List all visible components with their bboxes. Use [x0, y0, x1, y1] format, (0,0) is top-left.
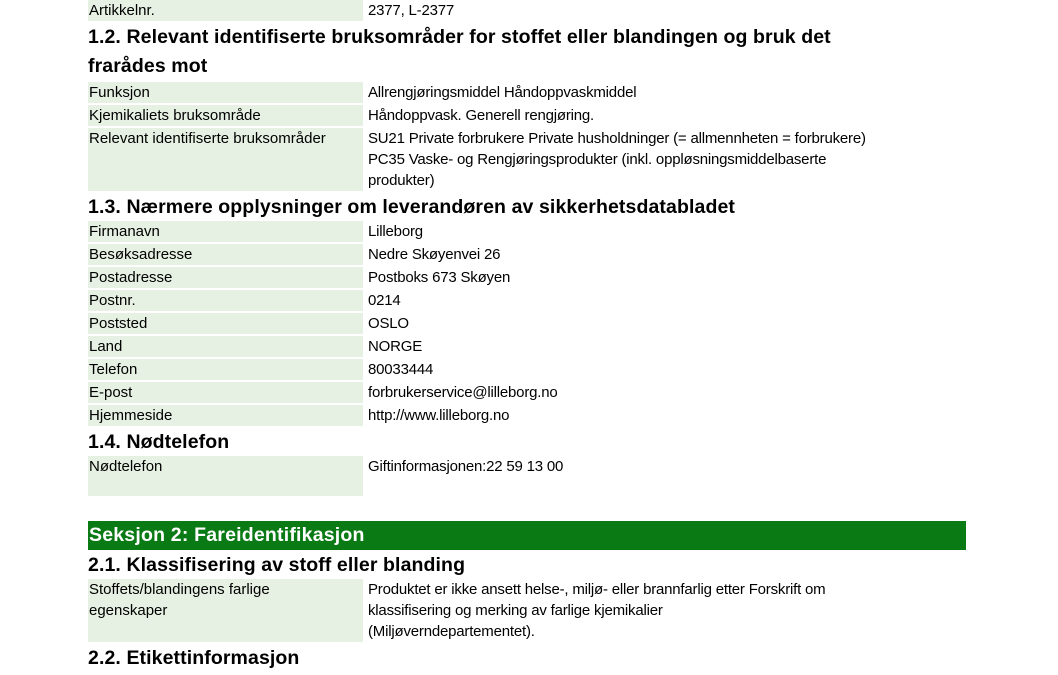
postal-code-label: Postnr.	[88, 290, 363, 311]
section-2-title-bar: Seksjon 2: Fareidentifikasjon	[88, 521, 966, 550]
function-row	[88, 82, 966, 103]
article-number-value: 2377, L-2377	[368, 2, 455, 19]
website-row	[88, 405, 966, 426]
website-label: Hjemmeside	[88, 405, 363, 426]
section-1-2-heading-line2: frarådes mot	[88, 55, 208, 77]
function-label: Funksjon	[88, 82, 363, 103]
country-value: NORGE	[368, 338, 423, 355]
city-label: Poststed	[88, 313, 363, 334]
section-1-2-heading-line1: 1.2. Relevant identifiserte bruksområder for stoffet eller blandingen og bruk det	[88, 26, 831, 48]
company-name-label: Firmanavn	[88, 221, 363, 242]
function-value-line: Allrengjøringsmiddel Håndoppvaskmiddel	[368, 84, 637, 101]
company-name-value: Lilleborg	[368, 223, 423, 240]
emergency-phone-value: Giftinformasjonen:22 59 13 00	[368, 458, 564, 475]
hazard-properties-line-2: klassifisering og merking av farlige kjemikalier	[368, 602, 663, 619]
hazard-properties-row	[88, 579, 966, 642]
chemical-use-value	[363, 105, 966, 126]
phone-row	[88, 359, 966, 380]
emergency-phone-label: Nødtelefon	[88, 456, 363, 496]
website-value[interactable]: http://www.lilleborg.no	[368, 407, 510, 424]
article-number-row	[88, 0, 966, 21]
emergency-phone-row	[88, 456, 966, 496]
chemical-use-value-line: Håndoppvask. Generell rengjøring.	[368, 107, 595, 124]
hazard-properties-label	[88, 579, 363, 642]
chemical-use-row	[88, 105, 966, 126]
country-label: Land	[88, 336, 363, 357]
function-value	[363, 82, 966, 103]
hazard-properties-line-3: (Miljøverndepartementet).	[368, 623, 535, 640]
article-number-label: Artikkelnr.	[88, 0, 363, 21]
section-1-4-heading: 1.4. Nødtelefon	[88, 431, 230, 453]
postal-address-row	[88, 267, 966, 288]
identified-uses-value	[363, 128, 966, 191]
company-name-row	[88, 221, 966, 242]
email-row	[88, 382, 966, 403]
hazard-properties-label-line-2: egenskaper	[89, 602, 168, 619]
postal-code-value: 0214	[368, 292, 401, 309]
safety-data-sheet-page	[88, 0, 966, 672]
city-value: OSLO	[368, 315, 409, 332]
email-label: E-post	[88, 382, 363, 403]
postal-code-row	[88, 290, 966, 311]
identified-uses-row	[88, 128, 966, 191]
visit-address-value: Nedre Skøyenvei 26	[368, 246, 501, 263]
visit-address-row	[88, 244, 966, 265]
postal-address-label: Postadresse	[88, 267, 363, 288]
section-2-1-heading: 2.1. Klassifisering av stoff eller blanding	[88, 554, 466, 576]
hazard-properties-label-line-1: Stoffets/blandingens farlige	[89, 581, 270, 598]
section-1-3-heading: 1.3. Nærmere opplysninger om leverandøren av sikkerhetsdatabladet	[88, 196, 735, 218]
hazard-properties-value	[363, 579, 966, 642]
identified-uses-line-1: SU21 Private forbrukere Private husholdninger (= allmennheten = forbrukere)	[368, 130, 866, 147]
identified-uses-line-2: PC35 Vaske- og Rengjøringsprodukter (inkl. oppløsningsmiddelbaserte	[368, 151, 827, 168]
phone-label: Telefon	[88, 359, 363, 380]
section-2-2-heading: 2.2. Etikettinformasjon	[88, 647, 300, 669]
chemical-use-label: Kjemikaliets bruksområde	[88, 105, 363, 126]
country-row	[88, 336, 966, 357]
postal-address-value: Postboks 673 Skøyen	[368, 269, 511, 286]
hazard-properties-line-1: Produktet er ikke ansett helse-, miljø- eller brannfarlig etter Forskrift om	[368, 581, 826, 598]
email-value[interactable]: forbrukerservice@lilleborg.no	[368, 384, 558, 401]
section-1-2-heading	[88, 23, 966, 80]
hazard-properties-label-spacer	[89, 621, 363, 642]
phone-value: 80033444	[368, 361, 434, 378]
visit-address-label: Besøksadresse	[88, 244, 363, 265]
identified-uses-line-3: produkter)	[368, 172, 435, 189]
city-row	[88, 313, 966, 334]
identified-uses-label: Relevant identifiserte bruksområder	[88, 128, 363, 191]
